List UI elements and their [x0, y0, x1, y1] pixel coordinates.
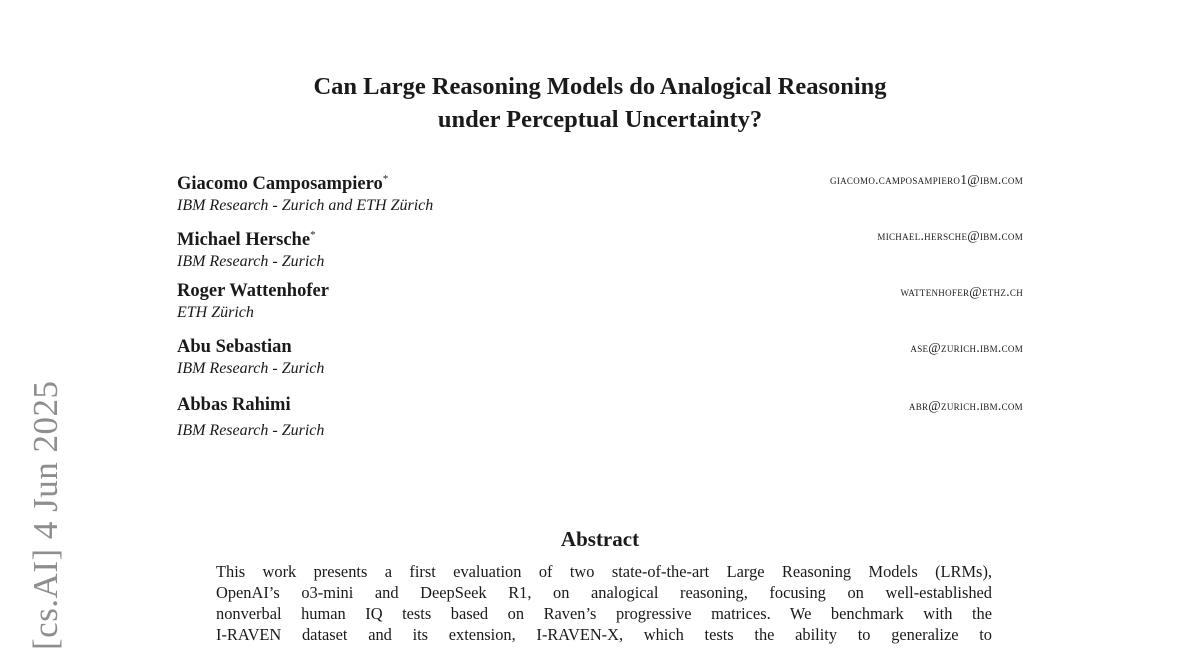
author-block — [177, 168, 1023, 224]
abstract-heading: Abstract — [560, 527, 640, 551]
author-email: wattenhofer@ethz.ch — [900, 284, 1023, 299]
title-line-1: Can Large Reasoning Models do Analogical Reasoning — [313, 73, 887, 100]
abstract-line: This work presents a first evaluation of two state-of-the-art Large Reasoning Models (LRMs), — [216, 562, 992, 581]
author-email: giacomo.camposampiero1@ibm.com — [830, 172, 1023, 187]
author-email: ase@zurich.ibm.com — [910, 340, 1023, 355]
author-name: Giacomo Camposampiero* — [177, 173, 389, 195]
abstract-text — [216, 561, 992, 645]
author-affiliation: ETH Zürich — [177, 304, 254, 321]
author-name: Michael Hersche* — [177, 229, 316, 251]
title-line-2: under Perceptual Uncertainty? — [437, 106, 763, 133]
author-affiliation: IBM Research - Zurich and ETH Zürich — [177, 197, 434, 215]
abstract-line: I-RAVEN dataset and its extension, I-RAVEN-X, which tests the ability to generalize to — [216, 625, 992, 644]
author-name: Roger Wattenhofer — [177, 281, 329, 301]
author-block — [177, 394, 1023, 441]
arxiv-side-stamp: [cs.AI] 4 Jun 2025 — [26, 380, 65, 650]
author-list — [177, 168, 1023, 441]
author-name: Abu Sebastian — [177, 337, 292, 357]
equal-contribution-mark: * — [310, 229, 316, 241]
abstract-line: nonverbal human IQ tests based on Raven’s progressive matrices. We benchmark with the — [216, 604, 992, 623]
author-email: michael.hersche@ibm.com — [877, 228, 1023, 243]
author-affiliation: IBM Research - Zurich — [177, 253, 325, 271]
author-affiliation: IBM Research - Zurich — [177, 360, 325, 377]
equal-contribution-mark: * — [382, 173, 389, 185]
author-affiliation: IBM Research - Zurich — [177, 422, 325, 439]
abstract-line: OpenAI’s o3-mini and DeepSeek R1, on analogical reasoning, focusing on well-established — [216, 583, 992, 602]
author-name: Abbas Rahimi — [177, 395, 291, 415]
paper-title — [0, 70, 1200, 136]
author-block — [177, 224, 1023, 280]
author-block — [177, 336, 1023, 394]
author-email: abr@zurich.ibm.com — [908, 398, 1023, 413]
author-block — [177, 280, 1023, 336]
